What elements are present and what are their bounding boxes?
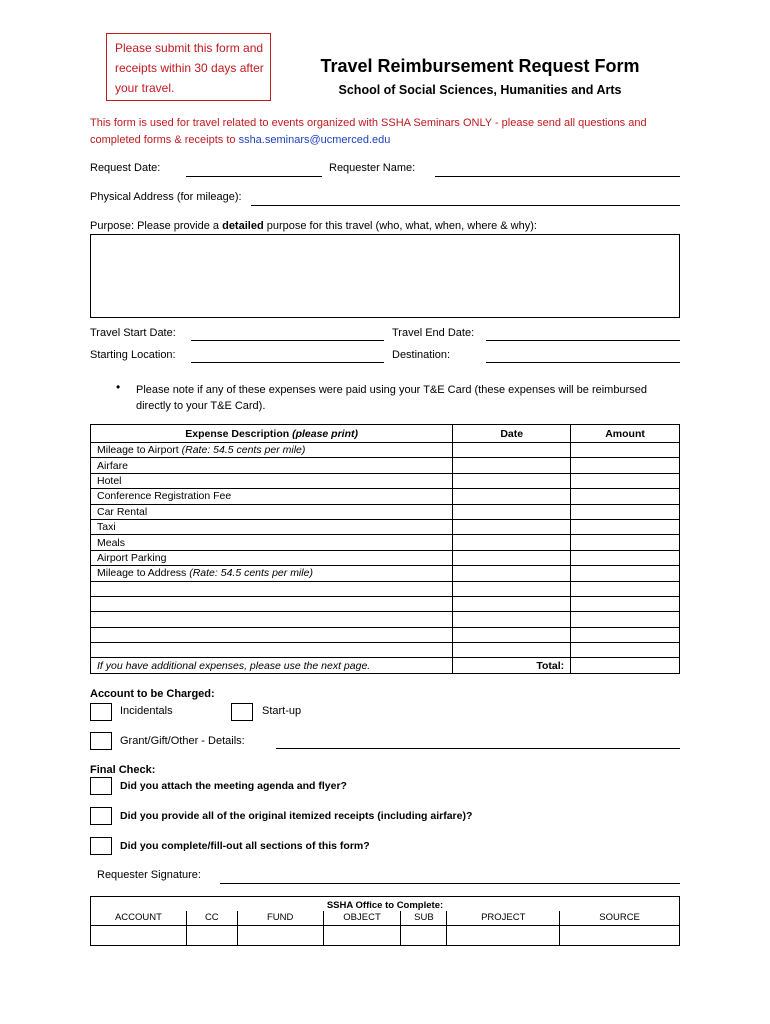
expense-row	[91, 550, 680, 565]
office-input-fund[interactable]	[237, 925, 323, 945]
travel-end-label: Travel End Date:	[392, 327, 475, 339]
signature-label: Requester Signature:	[97, 869, 201, 881]
expense-date-cell[interactable]	[453, 627, 571, 642]
expense-row	[91, 443, 680, 458]
office-col-sub: SUB	[401, 911, 447, 925]
expense-amount-header: Amount	[571, 425, 680, 443]
final-check-heading: Final Check:	[90, 764, 156, 776]
expense-amount-cell[interactable]	[571, 519, 680, 534]
expense-label: Mileage to Airport	[97, 444, 182, 457]
expense-description-cell[interactable]	[91, 643, 453, 658]
complete-question: Did you complete/fill-out all sections of this form?	[120, 840, 370, 852]
expense-description-cell	[91, 519, 453, 534]
expense-date-cell[interactable]	[453, 458, 571, 473]
expense-description-cell	[91, 550, 453, 565]
purpose-bold: detailed	[222, 220, 264, 232]
expense-row	[91, 627, 680, 642]
expense-amount-cell[interactable]	[571, 566, 680, 581]
expense-row	[91, 566, 680, 581]
expense-description-cell[interactable]	[91, 581, 453, 596]
expense-amount-cell[interactable]	[571, 643, 680, 658]
expense-amount-cell[interactable]	[571, 627, 680, 642]
form-subtitle: School of Social Sciences, Humanities and Arts	[338, 83, 622, 97]
agenda-checkbox[interactable]	[90, 777, 112, 795]
startup-label: Start-up	[262, 705, 302, 717]
intro-text	[90, 115, 690, 149]
expense-amount-cell[interactable]	[571, 612, 680, 627]
expense-date-header: Date	[453, 425, 571, 443]
expense-date-cell[interactable]	[453, 535, 571, 550]
expense-date-cell[interactable]	[453, 581, 571, 596]
starting-location-field[interactable]	[191, 362, 384, 363]
physical-address-field[interactable]	[251, 205, 680, 206]
office-input-project[interactable]	[447, 925, 560, 945]
travel-start-field[interactable]	[191, 340, 384, 341]
expense-amount-cell[interactable]	[571, 596, 680, 611]
expense-rate: (Rate: 54.5 cents per mile)	[181, 444, 306, 457]
total-label: Total:	[453, 658, 571, 673]
expense-date-cell[interactable]	[453, 489, 571, 504]
expense-row	[91, 489, 680, 504]
expense-date-cell[interactable]	[453, 612, 571, 627]
expense-desc-header-italic: (please print)	[292, 427, 359, 440]
office-col-project: PROJECT	[447, 911, 560, 925]
expense-table	[90, 424, 680, 674]
destination-label: Destination:	[392, 349, 451, 361]
expense-date-cell[interactable]	[453, 519, 571, 534]
expense-description-cell	[91, 489, 453, 504]
office-col-object: OBJECT	[323, 911, 401, 925]
office-heading: SSHA Office to Complete:	[91, 897, 680, 912]
expense-date-cell[interactable]	[453, 504, 571, 519]
expense-row	[91, 473, 680, 488]
submission-notice: Please submit this form and receipts within 30 days after your travel.	[106, 33, 271, 101]
signature-field[interactable]	[220, 883, 680, 884]
expense-description-cell	[91, 443, 453, 458]
expense-row	[91, 519, 680, 534]
expense-description-cell	[91, 504, 453, 519]
request-date-label: Request Date:	[90, 162, 161, 174]
travel-start-label: Travel Start Date:	[90, 327, 176, 339]
destination-field[interactable]	[486, 362, 680, 363]
expense-description-cell	[91, 458, 453, 473]
form-title: Travel Reimbursement Request Form	[320, 56, 640, 76]
expense-date-cell[interactable]	[453, 473, 571, 488]
purpose-prefix: Purpose: Please provide a	[90, 220, 223, 232]
grant-details-field[interactable]	[276, 748, 680, 749]
expense-label: Mileage to Address	[97, 567, 190, 580]
expense-amount-cell[interactable]	[571, 550, 680, 565]
expense-row	[91, 535, 680, 550]
expense-amount-cell[interactable]	[571, 443, 680, 458]
expense-description-cell	[91, 535, 453, 550]
tecard-note: Please note if any of these expenses were paid using your T&E Card (these expenses will be reimbursed directly to your T&E Card).	[136, 384, 647, 412]
expense-desc-header-text: Expense Description	[185, 427, 293, 440]
expense-date-cell[interactable]	[453, 443, 571, 458]
expense-label: Hotel	[97, 474, 122, 487]
office-input-account[interactable]	[91, 925, 187, 945]
request-date-field[interactable]	[186, 176, 322, 177]
agenda-question: Did you attach the meeting agenda and flyer?	[120, 780, 347, 792]
requester-name-field[interactable]	[435, 176, 680, 177]
expense-row	[91, 458, 680, 473]
expense-date-cell[interactable]	[453, 566, 571, 581]
expense-label: Meals	[97, 536, 126, 549]
office-col-cc: CC	[186, 911, 237, 925]
expense-label: Conference Registration Fee	[97, 490, 232, 503]
office-table	[90, 896, 680, 946]
expense-label: Airfare	[97, 459, 128, 472]
office-col-fund: FUND	[237, 911, 323, 925]
receipts-checkbox[interactable]	[90, 807, 112, 825]
expense-row	[91, 612, 680, 627]
incidentals-checkbox[interactable]	[90, 703, 112, 721]
purpose-textarea[interactable]	[90, 234, 680, 318]
total-amount-cell[interactable]	[571, 658, 680, 673]
expense-row	[91, 581, 680, 596]
travel-end-field[interactable]	[486, 340, 680, 341]
expense-row	[91, 596, 680, 611]
expense-label: Airport Parking	[97, 551, 167, 564]
account-heading: Account to be Charged:	[90, 688, 215, 700]
expense-date-cell[interactable]	[453, 643, 571, 658]
expense-amount-cell[interactable]	[571, 458, 680, 473]
expense-amount-cell[interactable]	[571, 581, 680, 596]
expense-description-cell[interactable]	[91, 612, 453, 627]
requester-name-label: Requester Name:	[329, 162, 416, 174]
expense-row	[91, 504, 680, 519]
expense-rate: (Rate: 54.5 cents per mile)	[189, 567, 313, 580]
expense-amount-cell[interactable]	[571, 489, 680, 504]
expense-label: Car Rental	[97, 505, 148, 518]
office-input-sub[interactable]	[401, 925, 447, 945]
expense-amount-cell[interactable]	[571, 473, 680, 488]
expense-amount-cell[interactable]	[571, 504, 680, 519]
expense-label: Taxi	[97, 521, 116, 534]
expense-amount-cell[interactable]	[571, 535, 680, 550]
office-input-object[interactable]	[323, 925, 401, 945]
purpose-suffix: purpose for this travel (who, what, when, where & why):	[263, 220, 537, 232]
incidentals-label: Incidentals	[120, 705, 173, 717]
office-col-account: ACCOUNT	[91, 911, 187, 925]
grant-label: Grant/Gift/Other - Details:	[120, 735, 245, 747]
intro-body: This form is used for travel related to events organized with SSHA Seminars ONLY - please send all questions and completed forms & receipts to	[90, 117, 647, 146]
expense-date-cell[interactable]	[453, 596, 571, 611]
office-input-cc[interactable]	[186, 925, 237, 945]
additional-expenses-note: If you have additional expenses, please use the next page.	[91, 658, 453, 673]
bullet-icon: •	[116, 380, 121, 394]
expense-description-cell[interactable]	[91, 627, 453, 642]
expense-date-cell[interactable]	[453, 550, 571, 565]
purpose-label	[90, 220, 537, 232]
contact-email-link[interactable]: ssha.seminars@ucmerced.edu	[238, 134, 391, 146]
complete-checkbox[interactable]	[90, 837, 112, 855]
receipts-question: Did you provide all of the original itemized receipts (including airfare)?	[120, 810, 473, 822]
expense-desc-header	[91, 425, 453, 443]
startup-checkbox[interactable]	[231, 703, 253, 721]
expense-description-cell	[91, 473, 453, 488]
office-input-source[interactable]	[560, 925, 680, 945]
expense-description-cell	[91, 566, 453, 581]
starting-location-label: Starting Location:	[90, 349, 176, 361]
grant-checkbox[interactable]	[90, 732, 112, 750]
physical-address-label: Physical Address (for mileage):	[90, 191, 242, 203]
expense-row	[91, 643, 680, 658]
expense-description-cell[interactable]	[91, 596, 453, 611]
office-col-source: SOURCE	[560, 911, 680, 925]
